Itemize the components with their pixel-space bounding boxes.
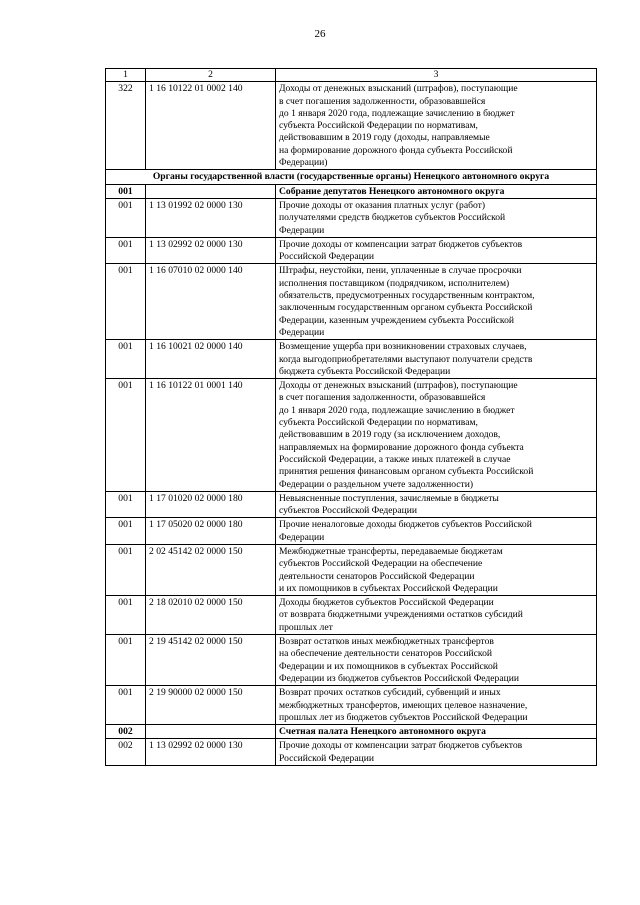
description-line: получателями средств бюджетов субъектов Российской [279, 212, 506, 224]
admin-code: 001 [106, 379, 146, 492]
description-line: Федерации) [279, 157, 328, 169]
description-line: Федерации [279, 224, 325, 236]
section-heading: Органы государственной власти (государственные органы) Ненецкого автономного округа [106, 170, 597, 184]
page-number: 26 [314, 28, 326, 40]
description-line: на формирование дорожного фонда субъекта Российской [279, 144, 513, 156]
description-line: Штрафы, неустойки, пени, уплаченные в случае просрочки [279, 265, 522, 277]
revenue-description [276, 544, 597, 595]
table-row [106, 264, 597, 340]
description-line: Федерации из бюджетов субъектов Российской Федерации [279, 672, 519, 684]
table-row [106, 379, 597, 492]
description-line: Возмещение ущерба при возникновении страховых случаев, [279, 341, 527, 353]
description-line: Федерации, казенным учреждением субъекта Российской [279, 314, 514, 326]
revenue-code: 2 19 90000 02 0000 150 [146, 686, 276, 725]
description-line: в счет погашения задолженности, образовавшейся [279, 95, 486, 107]
table-row [106, 686, 597, 725]
admin-name: Собрание депутатов Ненецкого автономного округа [276, 184, 597, 198]
admin-code: 001 [106, 340, 146, 379]
revenue-code: 2 19 45142 02 0000 150 [146, 635, 276, 686]
table-body [106, 69, 597, 766]
revenue-code: 1 16 10021 02 0000 140 [146, 340, 276, 379]
description-line: обязательств, предусмотренных государственным контрактом, [279, 290, 535, 302]
table-row [106, 340, 597, 379]
revenue-description [276, 340, 597, 379]
admin-code: 002 [106, 739, 146, 766]
description-line: заключенным государственным органом субъекта Российской [279, 302, 533, 314]
admin-code: 322 [106, 82, 146, 170]
description-line: прошлых лет [279, 621, 333, 633]
revenue-description [276, 686, 597, 725]
admin-code: 001 [106, 635, 146, 686]
description-line: Прочие неналоговые доходы бюджетов субъектов Российской [279, 519, 532, 531]
description-line: Федерации [279, 531, 325, 543]
header-col-1: 1 [106, 69, 146, 82]
table-row [106, 82, 597, 170]
description-line: до 1 января 2020 года, подлежащие зачислению в бюджет [279, 107, 515, 119]
table-row [106, 198, 597, 237]
description-line: когда выгодоприобретателями выступают получатели средств [279, 353, 533, 365]
description-line: действовавшим в 2019 году (доходы, направляемые [279, 132, 490, 144]
revenue-code: 1 13 02992 02 0000 130 [146, 237, 276, 264]
revenue-description [276, 264, 597, 340]
revenue-code: 1 16 10122 01 0002 140 [146, 82, 276, 170]
admin-code: 001 [106, 264, 146, 340]
revenue-description [276, 491, 597, 518]
admin-code: 001 [106, 544, 146, 595]
description-line: Федерации и их помощников в субъектах Российской [279, 660, 498, 672]
description-line: бюджета субъекта Российской Федерации [279, 365, 451, 377]
description-line: Доходы от денежных взысканий (штрафов), поступающие [279, 83, 518, 95]
revenue-code: 2 18 02010 02 0000 150 [146, 596, 276, 635]
revenue-code: 1 13 02992 02 0000 130 [146, 739, 276, 766]
description-line: Российской Федерации [279, 752, 374, 764]
description-line: субъектов Российской Федерации [279, 505, 417, 517]
revenue-description [276, 518, 597, 545]
description-line: Возврат остатков иных межбюджетных трансфертов [279, 636, 494, 648]
table-row [106, 739, 597, 766]
description-line: Российской Федерации, а также иных платежей в случае [279, 453, 511, 465]
description-line: до 1 января 2020 года, подлежащие зачислению в бюджет [279, 404, 515, 416]
admin-code: 001 [106, 237, 146, 264]
revenue-code: 1 16 07010 02 0000 140 [146, 264, 276, 340]
description-line: субъектов Российской Федерации на обеспечение [279, 558, 483, 570]
description-line: Прочие доходы от компенсации затрат бюджетов субъектов [279, 740, 523, 752]
revenue-description [276, 635, 597, 686]
description-line: в счет погашения задолженности, образовавшейся [279, 392, 486, 404]
description-line: субъекта Российской Федерации по нормативам, [279, 120, 478, 132]
description-line: принятия решения финансовым органом субъекта Российской [279, 466, 534, 478]
description-line: Доходы от денежных взысканий (штрафов), поступающие [279, 380, 518, 392]
description-line: прошлых лет из бюджетов субъектов Российской Федерации [279, 711, 528, 723]
table-header-row [106, 69, 597, 82]
header-col-2: 2 [146, 69, 276, 82]
revenue-description [276, 596, 597, 635]
description-line: Прочие доходы от оказания платных услуг (работ) [279, 199, 486, 211]
admin-code: 001 [106, 198, 146, 237]
revenue-code: 2 02 45142 02 0000 150 [146, 544, 276, 595]
description-line: Доходы бюджетов субъектов Российской Федерации [279, 597, 494, 609]
description-line: Невыясненные поступления, зачисляемые в бюджеты [279, 492, 499, 504]
admin-heading-row [106, 725, 597, 739]
admin-code: 002 [106, 725, 146, 739]
table-row [106, 596, 597, 635]
admin-code: 001 [106, 184, 146, 198]
description-line: Федерации [279, 326, 325, 338]
revenue-description [276, 739, 597, 766]
revenue-code: 1 16 10122 01 0001 140 [146, 379, 276, 492]
admin-heading-row [106, 184, 597, 198]
revenue-description [276, 82, 597, 170]
admin-name: Счетная палата Ненецкого автономного округа [276, 725, 597, 739]
description-line: межбюджетных трансфертов, имеющих целевое назначение, [279, 699, 528, 711]
revenue-description [276, 379, 597, 492]
description-line: исполнения поставщиком (подрядчиком, исполнителем) [279, 277, 510, 289]
description-line: действовавшим в 2019 году (за исключением доходов, [279, 429, 501, 441]
table-row [106, 491, 597, 518]
header-col-3: 3 [276, 69, 597, 82]
description-line: Федерации о раздельном учете задолженности) [279, 478, 474, 490]
revenue-code: 1 17 01020 02 0000 180 [146, 491, 276, 518]
description-line: Возврат прочих остатков субсидий, субвенций и иных [279, 687, 501, 699]
admin-code: 001 [106, 596, 146, 635]
description-line: и их помощников в субъектах Российской Федерации [279, 582, 498, 594]
table-row [106, 518, 597, 545]
table-row [106, 544, 597, 595]
admin-code: 001 [106, 491, 146, 518]
admin-code: 001 [106, 686, 146, 725]
description-line: деятельности сенаторов Российской Федерации [279, 570, 475, 582]
description-line: Российской Федерации [279, 251, 374, 263]
admin-code: 001 [106, 518, 146, 545]
description-line: на обеспечение деятельности сенаторов Российской [279, 648, 493, 660]
budget-revenue-table [105, 68, 597, 766]
revenue-code: 1 13 01992 02 0000 130 [146, 198, 276, 237]
description-line: направляемых на формирование дорожного фонда субъекта [279, 441, 524, 453]
revenue-description [276, 198, 597, 237]
revenue-description [276, 237, 597, 264]
revenue-code: 1 17 05020 02 0000 180 [146, 518, 276, 545]
description-line: от возврата бюджетными учреждениями остатков субсидий [279, 609, 523, 621]
description-line: субъекта Российской Федерации по нормативам, [279, 417, 478, 429]
revenue-code [146, 184, 276, 198]
table-row [106, 635, 597, 686]
description-line: Прочие доходы от компенсации затрат бюджетов субъектов [279, 238, 523, 250]
revenue-code [146, 725, 276, 739]
section-heading-row [106, 170, 597, 184]
table-row [106, 237, 597, 264]
description-line: Межбюджетные трансферты, передаваемые бюджетам [279, 545, 503, 557]
